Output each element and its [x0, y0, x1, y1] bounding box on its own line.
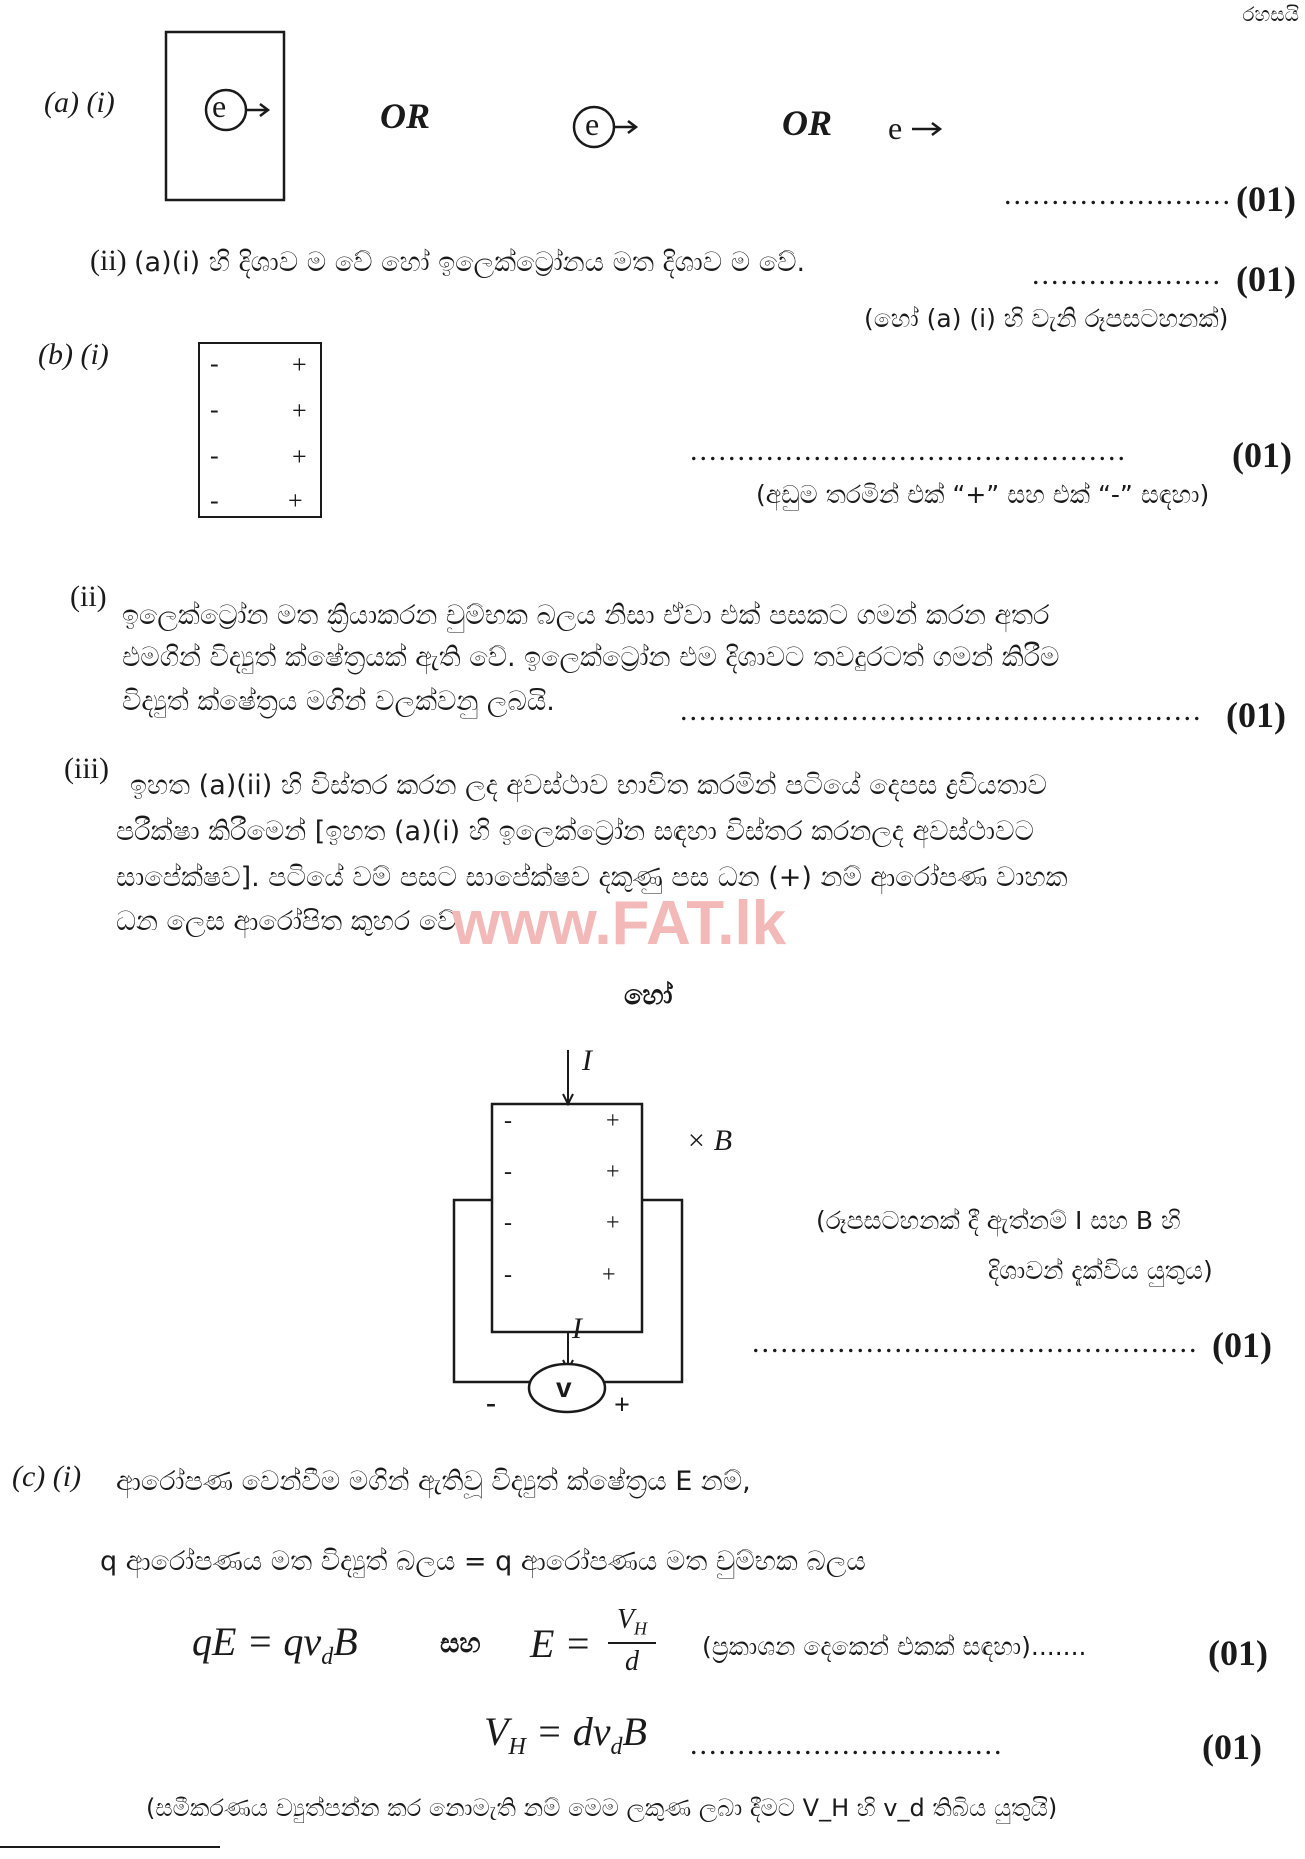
- figure-note-line-1: (රූපසටහනක් දී ඇත්නම් I සහ B හි: [816, 1206, 1181, 1235]
- plus-sign: +: [606, 1210, 620, 1236]
- electron-circle-figure: [570, 102, 650, 152]
- watermark: www.FAT.lk: [452, 889, 787, 958]
- b-iii-line-3: සාපේක්ෂව]. පටියේ වම් පසට සාපේක්ෂව දකුණු පස ධන (+) නම් ආරෝපණ වාහක: [116, 862, 1068, 893]
- b-ii-label: (ii): [70, 580, 107, 613]
- b-i-note: (අඩුම තරමින් එක් “+” සහ එක් “-” සඳහා): [756, 480, 1210, 509]
- equation-score: (01): [1208, 1633, 1268, 1673]
- b-ii-line-1: ඉලෙක්ට්‍රෝන මත ක්‍රියාකරන චුම්භක බලය නිසා ඒවා එක් පසකට ගමන් කරන අතර: [122, 600, 1050, 631]
- b-iii-line-4: ධන ලෙස ආරෝපිත කුහර වේ.: [116, 906, 466, 937]
- b-i-score: (01): [1232, 435, 1292, 475]
- equation-leader: .................................: [690, 1728, 1004, 1761]
- part-b-label: (b) (i): [38, 338, 109, 371]
- a-ii-leader: ....................: [1032, 258, 1222, 291]
- plus-sign: +: [606, 1108, 620, 1134]
- minus-sign: -: [504, 1159, 512, 1185]
- plus-sign: +: [292, 396, 307, 425]
- equation-force-balance: qE = $qv_dB$: [192, 1619, 358, 1670]
- voltmeter-minus: -: [486, 1386, 496, 1419]
- equation-field-lhs: E =: [530, 1621, 592, 1666]
- plus-sign: +: [292, 442, 307, 471]
- figure-note-line-2: දිශාවන් දැක්විය යුතුය): [988, 1256, 1213, 1285]
- figure-leader: ...............................................: [752, 1326, 1199, 1359]
- magnetic-field-label: × B: [686, 1124, 733, 1157]
- or-label-si: හෝ: [624, 980, 673, 1011]
- voltmeter-plus: +: [614, 1390, 630, 1421]
- minus-sign: -: [210, 486, 219, 515]
- minus-sign: -: [210, 395, 219, 424]
- minus-sign: -: [210, 349, 219, 378]
- figure-score: (01): [1212, 1325, 1272, 1365]
- b-iii-line-1: ඉහත (a)(ii) හි විස්තර කරන ලද අවස්ථාව භාවිත කරමින් පටියේ දෙපස ද්‍රවියතාව: [130, 770, 1047, 801]
- a-i-score: (01): [1236, 179, 1296, 219]
- plus-sign: +: [606, 1159, 620, 1185]
- equation-field-fraction: $V_H$ d: [608, 1604, 656, 1678]
- part-a-label: (a) (i): [44, 86, 115, 119]
- e-symbol-circled: e: [585, 106, 600, 142]
- minus-sign: -: [504, 1262, 512, 1288]
- minus-sign: -: [504, 1108, 512, 1134]
- a-ii-label: (ii): [90, 244, 127, 277]
- current-label-bottom: I: [572, 1312, 582, 1345]
- a-ii-note: (හෝ (a) (i) හි වැනි රූපසටහනක්): [864, 304, 1229, 333]
- electron-arrow-icon: [910, 116, 944, 142]
- equation-note: (ප්‍රකාශන දෙකෙන් එකක් සඳහා).......: [702, 1632, 1087, 1661]
- footer-note: (සමීකරණය ව්‍යුත්පන්න කර නොමැති නම් මෙම ලකුණ ලබා දීමට V_H හි v_d තිබිය යුතුයි): [146, 1794, 1058, 1822]
- b-ii-score: (01): [1226, 695, 1286, 735]
- c-i-line-2: q ආරෝපණය මත විද්‍යුත් බලය = q ආරෝපණය මත චුම්භක බලය: [100, 1546, 866, 1577]
- or-label-2: OR: [782, 103, 833, 143]
- equation-and-label: සහ: [440, 1628, 481, 1659]
- plus-sign: +: [292, 350, 307, 379]
- e-symbol-boxed: e: [212, 88, 227, 124]
- charge-strip-figure: [198, 342, 322, 518]
- b-ii-line-2: එමගින් විද්‍යුත් ක්ෂේත්‍රයක් ඇති වේ. ඉලෙක්ට්‍රෝන එම දිශාවට තවදුරටත් ගමන් කිරීම: [122, 642, 1060, 673]
- or-label-1: OR: [380, 96, 431, 136]
- minus-sign: -: [504, 1210, 512, 1236]
- b-ii-line-3: විද්‍යුත් ක්ෂේත්‍රය මගින් වලක්වනු ලබයි.: [122, 686, 555, 717]
- a-ii-score: (01): [1236, 259, 1296, 299]
- header-corner-text: රහසයි: [1242, 2, 1299, 26]
- equation-hall-voltage: $V_H = dv_dB$: [484, 1709, 647, 1760]
- bottom-rule: [0, 1846, 220, 1848]
- plus-sign: +: [288, 486, 303, 515]
- b-iii-line-2: පරීක්ෂා කිරීමෙන් [ඉහත (a)(i) හි ඉලෙක්ට්‍රෝන සඳහා විස්තර කරනලද අවස්ථාවට: [116, 816, 1034, 847]
- plus-sign: +: [602, 1262, 616, 1288]
- current-label-top: I: [582, 1044, 592, 1077]
- voltmeter-label: v: [556, 1372, 572, 1403]
- c-i-line-1: ආරෝපණ වෙන්වීම මගින් ඇතිවූ විද්‍යුත් ක්ෂේත්‍රය E නම්,: [116, 1466, 751, 1497]
- b-ii-leader: .......................................................: [680, 694, 1203, 727]
- part-c-label: (c) (i): [12, 1460, 82, 1493]
- equation-hall-score: (01): [1202, 1727, 1262, 1767]
- hall-circuit-figure: [440, 1040, 760, 1430]
- minus-sign: -: [210, 441, 219, 470]
- b-i-leader: ..............................................: [690, 434, 1127, 467]
- e-symbol-plain: e: [888, 110, 903, 146]
- a-i-leader: ........................: [1004, 178, 1232, 211]
- b-iii-label: (iii): [64, 752, 109, 785]
- a-ii-text: (a)(i) හි දිශාව ම වේ හෝ ඉලෙක්ට්‍රෝනය මත දිශාව ම වේ.: [134, 247, 806, 278]
